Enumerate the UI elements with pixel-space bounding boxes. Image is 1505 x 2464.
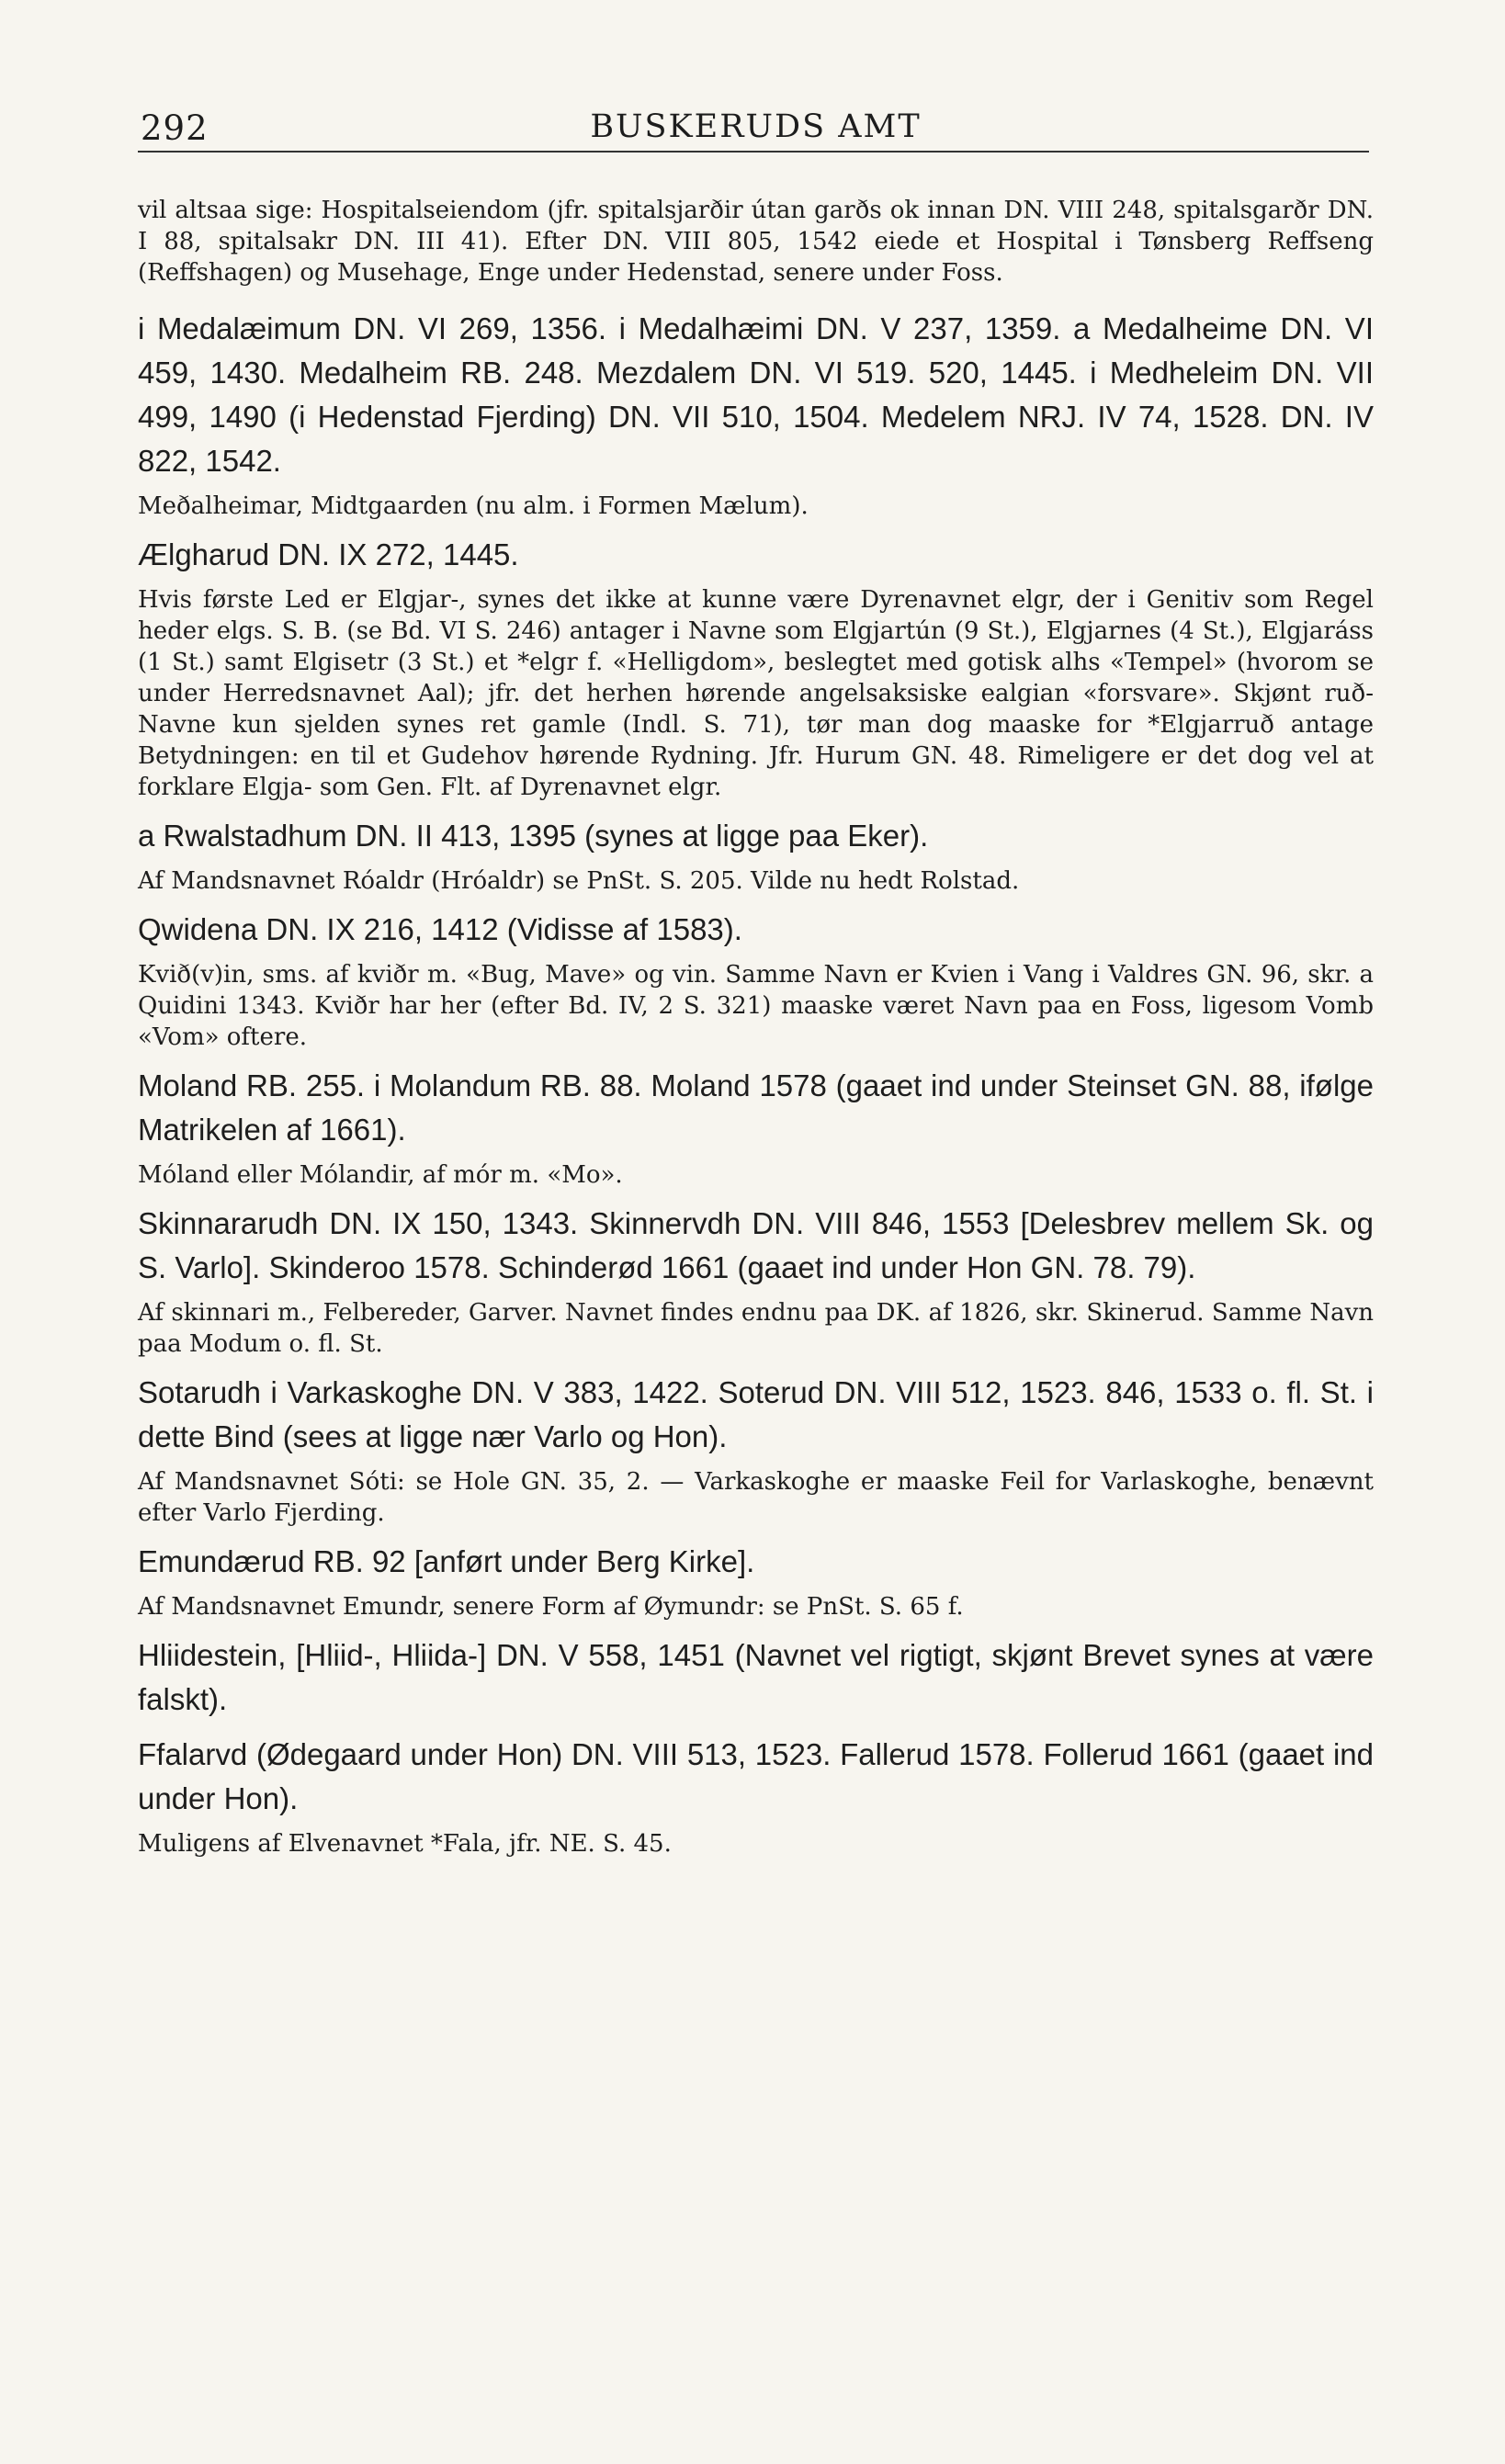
note-skinnari: Af skinnari m., Felbereder, Garver. Navnet findes endnu paa DK. af 1826, skr. Skinerud. Samme Navn paa Modum o. fl. St. (138, 1299, 1374, 1358)
note-fala: Muligens af Elvenavnet *Fala, jfr. NE. S. 45. (138, 1830, 672, 1858)
note-moland: Móland eller Mólandir, af mór m. «Mo». (138, 1161, 623, 1189)
entry-skinnararudh: Skinnararudh DN. IX 150, 1343. Skinnervdh DN. VIII 846, 1553 [Delesbrev mellem Sk. og S. Varlo]. Skinderoo 1578. Schinderød 1661 (gaaet ind under Hon GN. 78. 79). (138, 1206, 1374, 1284)
note-roaldr: Af Mandsnavnet Róaldr (Hróaldr) se PnSt. S. 205. Vilde nu hedt Rolstad. (138, 867, 1020, 895)
entry-hliidestein: Hliidestein, [Hliid-, Hliida-] DN. V 558, 1451 (Navnet vel rigtigt, skjønt Brevet synes at være falskt). (138, 1638, 1374, 1716)
note-elgjar: Hvis første Led er Elgjar-, synes det ikke at kunne være Dyrenavnet elgr, der i Genitiv som Regel heder elgs. S. B. (se Bd. VI S. 246) antager i Navne som Elgjartún (9 St.), Elgjarnes (4 St.), Elgjaráss (1 St.) samt Elgisetr (3 St.) et *elgr f. «Helligdom», beslegtet med gotisk alhs «Tempel» (hvorom se under Herredsnavnet Aal); jfr. det herhen hørende angelsaksiske ealgian «forsvare». Skjønt ruð-Navne kun sjelden synes ret gamle (Indl. S. 71), tør man dog maaske for *Elgjarruð antage Betydningen: en til et Gudehov hørende Rydning. Jfr. Hurum GN. 48. Rimeligere er det dog vel at forklare Elgja- som Gen. Flt. af Dyrenavnet elgr. (138, 586, 1374, 801)
entry-qwidena: Qwidena DN. IX 216, 1412 (Vidisse af 1583). (138, 912, 742, 946)
entry-aelgharud: Ælgharud DN. IX 272, 1445. (138, 537, 519, 571)
entry-emundaerud: Emundærud RB. 92 [anført under Berg Kirke]. (138, 1544, 755, 1578)
note-kvidvin: Kvið(v)in, sms. af kviðr m. «Bug, Mave» og vin. Samme Navn er Kvien i Vang i Valdres GN. 96, skr. a Quidini 1343. Kviðr har her (efter Bd. IV, 2 S. 321) maaske været Navn paa en Foss, ligesom Vomb «Vom» oftere. (138, 961, 1374, 1051)
entry-medalheim: i Medalæimum DN. VI 269, 1356. i Medalhæimi DN. V 237, 1359. a Medalheime DN. VI 459, 1430. Medalheim RB. 248. Mezdalem DN. VI 519. 520, 1445. i Medheleim DN. VII 499, 1490 (i Hedenstad Fjerding) DN. VII 510, 1504. Medelem NRJ. IV 74, 1528. DN. IV 822, 1542. (138, 311, 1374, 478)
entry-ffalarvd: Ffalarvd (Ødegaard under Hon) DN. VIII 513, 1523. Fallerud 1578. Follerud 1661 (gaaet ind under Hon). (138, 1737, 1374, 1815)
note-soti: Af Mandsnavnet Sóti: se Hole GN. 35, 2. — Varkaskoghe er maaske Feil for Varlaskoghe, benævnt efter Varlo Fjerding. (138, 1468, 1374, 1527)
entry-moland: Moland RB. 255. i Molandum RB. 88. Moland 1578 (gaaet ind under Steinset GN. 88, ifølge Matrikelen af 1661). (138, 1068, 1374, 1147)
entry-sotarudh: Sotarudh i Varkaskoghe DN. V 383, 1422. Soterud DN. VIII 512, 1523. 846, 1533 o. fl. St. i dette Bind (sees at ligge nær Varlo og Hon). (138, 1375, 1374, 1453)
note-medalheimar: Meðalheimar, Midtgaarden (nu alm. i Formen Mælum). (138, 492, 809, 520)
page-body (138, 195, 1374, 1859)
page-number: 292 (141, 108, 209, 148)
header-rule (138, 151, 1369, 153)
page-header (138, 108, 1374, 154)
intro-paragraph: vil altsaa sige: Hospitalseiendom (jfr. spitalsjarðir útan garðs ok innan DN. VIII 248, spitalsgarðr DN. I 88, spitalsakr DN. III 41). Efter DN. VIII 805, 1542 eiede et Hospital i Tønsberg Reffseng (Reffshagen) og Musehage, Enge under Hedenstad, senere under Foss. (138, 197, 1374, 287)
running-title: BUSKERUDS AMT (590, 108, 922, 145)
note-emundr: Af Mandsnavnet Emundr, senere Form af Øymundr: se PnSt. S. 65 f. (138, 1593, 964, 1621)
entry-rwalstadhum: a Rwalstadhum DN. II 413, 1395 (synes at ligge paa Eker). (138, 819, 929, 853)
